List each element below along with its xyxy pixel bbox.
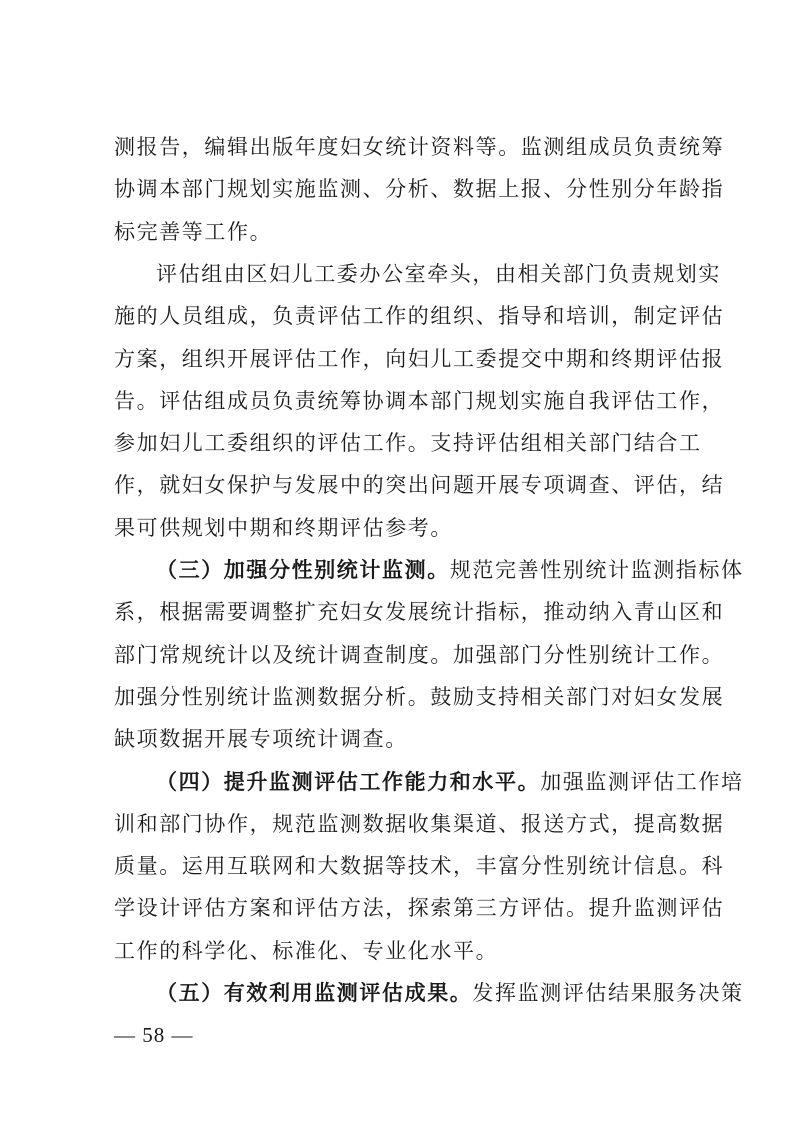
text-line-4: 评估组由区妇儿工委办公室牵头，由相关部门负责规划实 bbox=[156, 262, 721, 286]
section-heading-5: （五）有效利用监测评估成果。 bbox=[156, 980, 473, 1005]
text-line-19: 学设计评估方案和评估方法，探索第三方评估。提升监测评估 bbox=[114, 896, 725, 920]
section-heading-4: （四）提升监测评估工作能力和水平。 bbox=[156, 769, 541, 794]
section-4-first-line bbox=[156, 767, 744, 797]
text-line-7: 告。评估组成员负责统筹协调本部门规划实施自我评估工作， bbox=[114, 389, 725, 413]
section-5-text: 发挥监测评估结果服务决策 bbox=[472, 981, 744, 1005]
text-line-10: 果可供规划中期和终期评估参考。 bbox=[114, 516, 453, 540]
text-line-5: 施的人员组成，负责评估工作的组织、指导和培训，制定评估 bbox=[114, 304, 725, 328]
section-4-text: 加强监测评估工作培 bbox=[540, 770, 744, 794]
section-3-text: 规范完善性别统计监测指标体 bbox=[449, 558, 744, 582]
text-line-6: 方案，组织开展评估工作，向妇儿工委提交中期和终期评估报 bbox=[114, 347, 725, 371]
text-line-3: 标完善等工作。 bbox=[114, 220, 273, 244]
text-line-8: 参加妇儿工委组织的评估工作。支持评估组相关部门结合工 bbox=[114, 431, 702, 455]
text-line-13: 部门常规统计以及统计调查制度。加强部门分性别统计工作。 bbox=[114, 643, 725, 667]
section-heading-3: （三）加强分性别统计监测。 bbox=[156, 557, 450, 582]
text-line-18: 质量。运用互联网和大数据等技术，丰富分性别统计信息。科 bbox=[114, 854, 725, 878]
text-line-2: 协调本部门规划实施监测、分析、数据上报、分性别分年龄指 bbox=[114, 177, 725, 201]
text-line-15: 缺项数据开展专项统计调查。 bbox=[114, 727, 408, 751]
page-number: — 58 — bbox=[114, 1023, 194, 1047]
text-line-17: 训和部门协作，规范监测数据收集渠道、报送方式，提高数据 bbox=[114, 812, 725, 836]
text-line-9: 作，就妇女保护与发展中的突出问题开展专项调查、评估，结 bbox=[114, 473, 725, 497]
section-5-first-line bbox=[156, 978, 744, 1008]
text-line-20: 工作的科学化、标准化、专业化水平。 bbox=[114, 939, 499, 963]
section-3-first-line bbox=[156, 555, 744, 585]
text-line-14: 加强分性别统计监测数据分析。鼓励支持相关部门对妇女发展 bbox=[114, 685, 725, 709]
text-line-1: 测报告，编辑出版年度妇女统计资料等。监测组成员负责统筹 bbox=[114, 135, 725, 159]
text-line-12: 系，根据需要调整扩充妇女发展统计指标，推动纳入青山区和 bbox=[114, 600, 725, 624]
